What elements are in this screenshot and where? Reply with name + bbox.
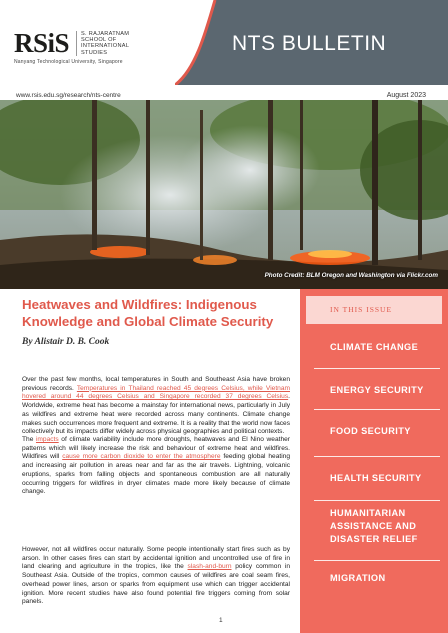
temperature-records-link[interactable]: Temperatures in Thailand reached 45 degrees Celsius, while Vietnam hovered around 44 degrees Celsius and Singapore recorded 37 degrees Celsius (22, 384, 290, 401)
article-header (22, 296, 290, 347)
sidebar-divider (314, 500, 440, 501)
logo-wordmark: RSiS (14, 28, 70, 58)
website-url[interactable]: www.rsis.edu.sg/research/nts-centre (16, 92, 121, 99)
paragraph-2: The impacts of climate variability include more droughts, heatwaves and El Nino weather patterns which will likely increase the risk and behaviour of extreme heat and wildfires. Wildfires will cause more carbon dioxide to enter the atmosphere feeding global heating and increasing air pollution in areas near and far as the air travels. Lightning, volcanic eruptions, sparks from falling objects and spontaneous combustion are all naturally occurring triggers for wildfires in dryer climates made more likely because of climate change. (22, 436, 291, 496)
sidebar-item-food-security[interactable]: FOOD SECURITY (330, 426, 411, 436)
sidebar-item-hadr[interactable]: HUMANITARIAN ASSISTANCE AND DISASTER RELIEF (330, 508, 418, 544)
paragraph-1: Over the past few months, local temperatures in South and Southeast Asia have broken previous records. Temperatures in Thailand reached 45 degrees Celsius, while Vietnam hovered around 44 degrees Celsius and Singapore recorded 37 degrees Celsius. Worldwide, extreme heat has become a mainstay for international news, particularly in July as wildfires and extreme heat were recorded across many continents. Climate change makes such occurrences more frequent and extreme. It is a reality that the world now faces collectively but its impacts differ widely across physical geographies and political contexts. (22, 376, 290, 436)
sidebar-divider (314, 560, 440, 561)
page-number: 1 (219, 617, 223, 624)
sidebar-item-migration[interactable]: MIGRATION (330, 573, 386, 583)
carbon-dioxide-link[interactable]: cause more carbon dioxide to enter the atmosphere (62, 453, 221, 461)
sidebar-divider (314, 456, 440, 457)
sidebar-item-health-security[interactable]: HEALTH SECURITY (330, 473, 422, 483)
sidebar-item-climate-change[interactable]: CLIMATE CHANGE (330, 342, 419, 352)
impacts-link[interactable]: impacts (35, 436, 59, 443)
paragraph-3: However, not all wildfires occur naturally. Some people intentionally start fires such as by arson. In other cases fires can start by accidental ignition and uncontrolled use of fire in land clearing and agriculture in the tropics, like the slash-and-burn policy common in Southeast Asia. Outside of the tropics, common causes of wildfires are coal seam fires, overhead power lines, arson or sparks from equipment use which can trigger accidental ignition. More recent studies have also found potential fire triggers coming from solar panels. (22, 546, 290, 606)
logo-school-name: S. RAJARATNAM SCHOOL OF INTERNATIONAL STUDIES (76, 31, 129, 56)
sidebar-divider (314, 368, 440, 369)
sidebar-item-energy-security[interactable]: ENERGY SECURITY (330, 385, 424, 395)
wildfire-photo (0, 100, 448, 289)
bulletin-title: NTS BULLETIN (232, 32, 387, 55)
rsis-logo (14, 28, 194, 68)
in-this-issue-label: IN THIS ISSUE (330, 305, 393, 314)
article-title: Heatwaves and Wildfires: Indigenous Knowledge and Global Climate Security (22, 297, 274, 329)
photo-credit: Photo Credit: BLM Oregon and Washington via Flickr.com (264, 272, 438, 279)
issue-date: August 2023 (386, 92, 426, 99)
sidebar-divider (314, 409, 440, 410)
article-byline: By Alistair D. B. Cook (22, 337, 110, 347)
logo-university: Nanyang Technological University, Singapore (14, 59, 123, 65)
slash-and-burn-link[interactable]: slash-and-burn (187, 563, 232, 571)
